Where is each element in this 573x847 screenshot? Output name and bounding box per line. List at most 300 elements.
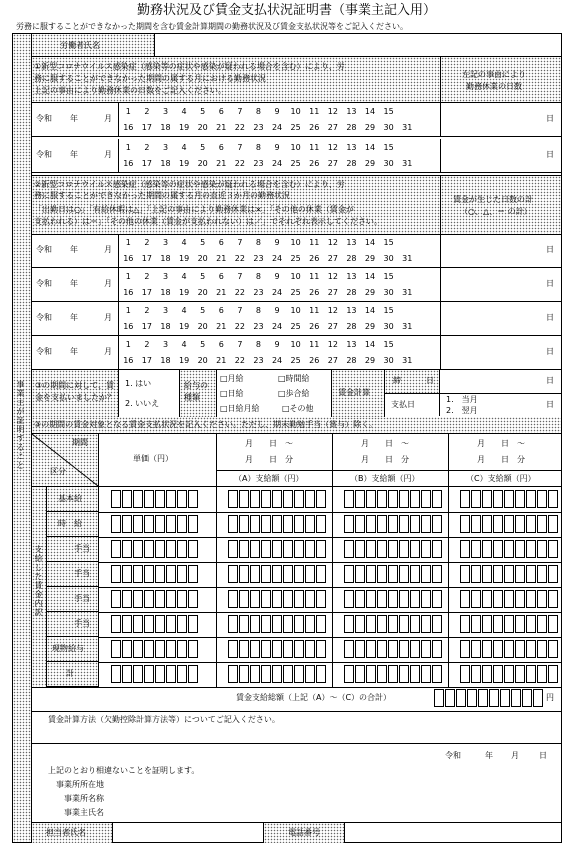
day-cell[interactable]: 28 — [346, 159, 357, 168]
day-cell[interactable]: 12 — [327, 238, 338, 247]
day-cell[interactable]: 14 — [364, 143, 376, 152]
amount-cells[interactable] — [228, 640, 327, 658]
amount-cells[interactable] — [228, 515, 327, 533]
day-cell[interactable]: 22 — [234, 254, 245, 263]
day-cell[interactable]: 11 — [309, 107, 320, 116]
day-cell[interactable]: 7 — [237, 272, 243, 281]
day-cell[interactable]: 1 — [125, 272, 131, 281]
day-cell[interactable]: 28 — [346, 123, 357, 132]
amount-cells[interactable] — [460, 540, 559, 558]
day-cell[interactable]: 1 — [125, 306, 131, 315]
sec1-row-0-days-row1[interactable] — [119, 107, 398, 116]
pay-day-current[interactable]: 1. 当月 — [446, 395, 478, 404]
day-cell[interactable]: 16 — [123, 254, 134, 263]
day-cell[interactable]: 11 — [309, 272, 320, 281]
day-cell[interactable]: 7 — [237, 107, 243, 116]
amount-cells[interactable] — [228, 565, 327, 583]
day-cell[interactable]: 6 — [218, 272, 224, 281]
amount-cells[interactable] — [111, 615, 199, 633]
day-cell[interactable]: 7 — [237, 143, 243, 152]
day-cell[interactable]: 6 — [218, 306, 224, 315]
day-cell[interactable]: 23 — [253, 356, 264, 365]
day-cell[interactable]: 16 — [123, 123, 134, 132]
amount-cells[interactable] — [344, 490, 443, 508]
day-cell[interactable]: 8 — [255, 306, 261, 315]
amount-cells[interactable] — [460, 565, 559, 583]
amount-cells[interactable] — [344, 565, 443, 583]
day-cell[interactable]: 14 — [364, 340, 376, 349]
day-cell[interactable]: 29 — [364, 322, 376, 331]
day-cell[interactable]: 8 — [255, 107, 261, 116]
day-cell[interactable]: 31 — [402, 123, 413, 132]
day-cell[interactable]: 22 — [234, 123, 245, 132]
day-cell[interactable]: 30 — [383, 356, 394, 365]
day-cell[interactable]: 31 — [402, 322, 413, 331]
sec1-row-0-days-unit: 日 — [546, 114, 554, 123]
sec2-row-0-era: 令和 — [36, 245, 52, 254]
amount-cells[interactable] — [344, 515, 443, 533]
day-cell[interactable]: 11 — [309, 340, 320, 349]
day-cell[interactable]: 12 — [327, 340, 338, 349]
page-title: 勤務状況及び賃金支払状況証明書（事業主記入用） — [136, 3, 436, 18]
total-unit: 円 — [546, 693, 554, 702]
day-cell[interactable]: 4 — [181, 306, 187, 315]
day-cell[interactable]: 25 — [290, 288, 301, 297]
day-cell[interactable]: 3 — [162, 340, 169, 349]
amount-cells[interactable] — [111, 665, 199, 683]
day-cell[interactable]: 10 — [290, 306, 301, 315]
day-cell[interactable]: 20 — [197, 288, 208, 297]
day-cell[interactable]: 22 — [234, 322, 245, 331]
amount-cells[interactable] — [344, 590, 443, 608]
amount-cells[interactable] — [111, 515, 199, 533]
section2-text-2: 務に服することができなかった期間の属する月の直近３か月の勤務状況 — [34, 191, 290, 200]
sec2-row-3-era: 令和 — [36, 347, 52, 356]
day-cell[interactable]: 24 — [271, 159, 283, 168]
sec2-row-0-days-field[interactable] — [440, 234, 562, 267]
day-cell[interactable]: 21 — [216, 254, 227, 263]
sec1-row-1-month: 月 — [104, 150, 112, 159]
day-cell[interactable]: 4 — [181, 143, 187, 152]
sec2-row-2-days-row2[interactable] — [119, 322, 417, 331]
day-cell[interactable]: 8 — [255, 340, 261, 349]
day-cell[interactable]: 15 — [383, 143, 394, 152]
pay-type-monthly[interactable]: □月給 — [220, 374, 244, 383]
worker-name-field[interactable] — [155, 34, 561, 57]
day-cell[interactable]: 17 — [141, 322, 152, 331]
day-cell[interactable]: 10 — [290, 272, 301, 281]
day-cell[interactable]: 2 — [144, 107, 150, 116]
day-cell[interactable]: 15 — [383, 306, 394, 315]
sec2-row-1-era: 令和 — [36, 279, 52, 288]
close-day-field[interactable] — [440, 369, 561, 394]
day-cell[interactable]: 15 — [383, 238, 394, 247]
day-cell[interactable]: 28 — [346, 288, 357, 297]
sec1-row-0-days-row2[interactable] — [119, 123, 417, 132]
day-cell[interactable]: 24 — [271, 288, 283, 297]
pay-type-label: 給与の種類 — [184, 381, 208, 402]
day-cell[interactable]: 4 — [181, 340, 187, 349]
day-cell[interactable]: 27 — [327, 254, 338, 263]
sec2-row-1-days-row2[interactable] — [119, 288, 417, 297]
day-cell[interactable]: 26 — [309, 159, 320, 168]
day-cell[interactable]: 9 — [274, 306, 280, 315]
pay-type-hourly[interactable]: □時間給 — [278, 374, 310, 383]
day-cell[interactable]: 25 — [290, 254, 301, 263]
day-cell[interactable]: 3 — [162, 238, 169, 247]
day-cell[interactable]: 7 — [237, 306, 243, 315]
day-cell[interactable]: 5 — [200, 107, 206, 116]
day-cell[interactable]: 4 — [181, 107, 187, 116]
sec2-row-1-days-unit: 日 — [546, 279, 554, 288]
pay-type-daily-monthly[interactable]: □日給月給 — [220, 404, 260, 413]
q-paid-yes[interactable]: 1. はい — [125, 379, 152, 388]
day-cell[interactable]: 5 — [200, 238, 206, 247]
amount-cells[interactable] — [111, 640, 199, 658]
day-cell[interactable]: 13 — [346, 143, 357, 152]
day-cell[interactable]: 19 — [178, 254, 190, 263]
q-paid-no[interactable]: 2. いいえ — [125, 399, 160, 408]
day-cell[interactable]: 31 — [402, 356, 413, 365]
day-cell[interactable]: 3 — [162, 306, 169, 315]
day-cell[interactable]: 16 — [123, 356, 134, 365]
sec2-row-1-month: 月 — [104, 279, 112, 288]
day-cell[interactable]: 25 — [290, 123, 301, 132]
day-cell[interactable]: 17 — [141, 288, 152, 297]
amount-cells[interactable] — [460, 590, 559, 608]
cert-statement: 上記のとおり相違ないことを証明します。 — [48, 766, 200, 775]
day-cell[interactable]: 9 — [274, 143, 280, 152]
wage-item-cell — [46, 587, 98, 612]
close-day-unit-2: 日 — [546, 376, 554, 385]
day-cell[interactable]: 26 — [309, 322, 320, 331]
q-paid-label: ③の期間に対して、賃金を支払いましたか？ — [35, 381, 115, 402]
day-cell[interactable]: 2 — [144, 238, 150, 247]
day-cell[interactable]: 13 — [346, 107, 357, 116]
day-cell[interactable]: 14 — [364, 306, 376, 315]
day-cell[interactable]: 30 — [383, 288, 394, 297]
amount-cells[interactable] — [460, 615, 559, 633]
sec2-row-1-year: 年 — [70, 279, 78, 288]
day-cell[interactable]: 15 — [383, 107, 394, 116]
day-cell[interactable]: 11 — [309, 143, 320, 152]
day-cell[interactable]: 1 — [125, 143, 131, 152]
sec1-row-1-days-row1[interactable] — [119, 143, 398, 152]
day-cell[interactable]: 21 — [216, 123, 227, 132]
col-c-date-end: 月 日 分 — [477, 455, 525, 464]
amount-cells[interactable] — [460, 515, 559, 533]
day-cell[interactable]: 6 — [218, 107, 224, 116]
day-cell[interactable]: 25 — [290, 356, 301, 365]
section2-text-1: ②新型コロナウイルス感染症（感染等の症状や感染が疑われる場合を含む）により、労 — [34, 180, 345, 189]
day-cell[interactable]: 7 — [237, 340, 243, 349]
day-cell[interactable]: 30 — [383, 159, 394, 168]
day-cell[interactable]: 9 — [274, 340, 280, 349]
day-cell[interactable]: 25 — [290, 159, 301, 168]
section1-side-label-2: 勤務休業の日数 — [466, 82, 522, 91]
day-cell[interactable]: 7 — [237, 238, 243, 247]
day-cell[interactable]: 13 — [346, 340, 357, 349]
day-cell[interactable]: 9 — [274, 238, 280, 247]
day-cell[interactable]: 8 — [255, 272, 261, 281]
day-cell[interactable]: 5 — [200, 272, 206, 281]
pay-day-next[interactable]: 2. 翌月 — [446, 406, 478, 415]
day-cell[interactable]: 23 — [253, 322, 264, 331]
day-cell[interactable]: 30 — [383, 322, 394, 331]
day-cell[interactable]: 21 — [216, 288, 227, 297]
day-cell[interactable]: 14 — [364, 238, 376, 247]
day-cell[interactable]: 28 — [346, 254, 357, 263]
day-cell[interactable]: 26 — [309, 123, 320, 132]
day-cell[interactable]: 9 — [274, 107, 280, 116]
day-cell[interactable]: 23 — [253, 123, 264, 132]
day-cell[interactable]: 19 — [178, 123, 190, 132]
pay-day-label: 支払日 — [391, 400, 415, 409]
wage-item-cell — [46, 562, 98, 587]
amount-cells[interactable] — [228, 665, 327, 683]
section2-side-label-2: （○、△、＝ の計） — [460, 207, 532, 216]
sec1-row-1-days-field[interactable] — [440, 139, 562, 172]
sec2-row-0-days-row1[interactable] — [119, 238, 398, 247]
day-cell[interactable]: 6 — [218, 340, 224, 349]
day-cell[interactable]: 25 — [290, 322, 301, 331]
sec2-row-2-days-field[interactable] — [440, 302, 562, 335]
day-cell[interactable]: 20 — [197, 356, 208, 365]
wage-item-label: 手当 — [74, 544, 90, 553]
day-cell[interactable]: 15 — [383, 340, 394, 349]
day-cell[interactable]: 12 — [327, 306, 338, 315]
day-cell[interactable]: 6 — [218, 143, 224, 152]
contact-field[interactable] — [113, 822, 263, 843]
pay-type-commission[interactable]: □歩合給 — [278, 389, 310, 398]
day-cell[interactable]: 17 — [141, 123, 152, 132]
day-cell[interactable]: 29 — [364, 288, 376, 297]
day-cell[interactable]: 19 — [178, 159, 190, 168]
day-cell[interactable]: 19 — [178, 322, 190, 331]
phone-label: 電話番号 — [288, 828, 320, 837]
sec2-row-3-days-row2[interactable] — [119, 356, 417, 365]
q-paid-options[interactable] — [119, 369, 180, 418]
day-cell[interactable]: 5 — [200, 143, 206, 152]
day-cell[interactable]: 18 — [160, 159, 171, 168]
day-cell[interactable]: 5 — [200, 340, 206, 349]
day-cell[interactable]: 18 — [160, 356, 171, 365]
total-label: 賃金支給総額（上記（A）～（C）の合計） — [236, 693, 392, 702]
header-diagonal — [32, 434, 99, 487]
sec2-row-3-days-field[interactable] — [440, 336, 562, 369]
worker-name-label: 労働者氏名 — [60, 41, 100, 50]
day-cell[interactable]: 26 — [309, 356, 320, 365]
day-cell[interactable]: 4 — [181, 272, 187, 281]
col-b-date-end: 月 日 分 — [361, 455, 409, 464]
instruction-text: 労務に服することができなかった期間を含む賃金計算期間の勤務状況及び賃金支払状況等をご記入ください。 — [16, 22, 408, 31]
day-cell[interactable]: 19 — [178, 356, 190, 365]
day-cell[interactable]: 21 — [216, 159, 227, 168]
day-cell[interactable]: 12 — [327, 272, 338, 281]
employer-side-label: 事業主が証明すること — [16, 380, 25, 470]
day-cell[interactable]: 6 — [218, 238, 224, 247]
total-amount-cells[interactable] — [434, 689, 544, 707]
day-cell[interactable]: 31 — [402, 288, 413, 297]
day-cell[interactable]: 29 — [364, 123, 376, 132]
day-cell[interactable]: 14 — [364, 272, 376, 281]
col-b-label: （B）支給額（円） — [350, 474, 420, 483]
sec1-row-1-days-unit: 日 — [546, 150, 554, 159]
day-cell[interactable]: 22 — [234, 159, 245, 168]
day-cell[interactable]: 18 — [160, 322, 171, 331]
pay-day-unit: 日 — [546, 400, 554, 409]
day-cell[interactable]: 29 — [364, 254, 376, 263]
amount-cells[interactable] — [228, 615, 327, 633]
sec2-row-1-days-field[interactable] — [440, 268, 562, 301]
amount-cells[interactable] — [228, 540, 327, 558]
amount-cells[interactable] — [111, 565, 199, 583]
amount-cells[interactable] — [111, 490, 199, 508]
day-cell[interactable]: 20 — [197, 322, 208, 331]
day-cell[interactable]: 30 — [383, 254, 394, 263]
day-cell[interactable]: 11 — [309, 238, 320, 247]
amount-cells[interactable] — [228, 590, 327, 608]
sec2-row-1-days-row1[interactable] — [119, 272, 398, 281]
phone-field[interactable] — [344, 822, 561, 843]
day-cell[interactable]: 27 — [327, 356, 338, 365]
pay-period-label: 賃金計算 — [338, 388, 370, 397]
amount-cells[interactable] — [228, 490, 327, 508]
day-cell[interactable]: 23 — [253, 159, 264, 168]
day-cell[interactable]: 30 — [383, 123, 394, 132]
day-cell[interactable]: 27 — [327, 159, 338, 168]
day-cell[interactable]: 11 — [309, 306, 320, 315]
sec2-row-2-days-row1[interactable] — [119, 306, 398, 315]
sec1-row-0-month: 月 — [104, 114, 112, 123]
wage-item-cell — [46, 612, 98, 637]
sec2-row-0-month: 月 — [104, 245, 112, 254]
day-cell[interactable]: 27 — [327, 123, 338, 132]
amount-cells[interactable] — [460, 665, 559, 683]
close-day-unit: 日 — [426, 376, 434, 385]
day-cell[interactable]: 28 — [346, 356, 357, 365]
wage-item-label: 基本給 — [58, 494, 82, 503]
pay-type-other[interactable]: □その他 — [282, 404, 314, 413]
amount-cells[interactable] — [111, 590, 199, 608]
day-cell[interactable]: 24 — [271, 123, 283, 132]
day-cell[interactable]: 20 — [197, 254, 208, 263]
day-cell[interactable]: 2 — [144, 272, 150, 281]
day-cell[interactable]: 24 — [271, 322, 283, 331]
day-cell[interactable]: 9 — [274, 272, 280, 281]
day-cell[interactable]: 10 — [290, 107, 301, 116]
section2-text-3: 「出勤日は○」「有給休暇は△」「上記の事由により勤務休業は×」「その他の休業（賃金が — [34, 205, 354, 214]
amount-cells[interactable] — [460, 640, 559, 658]
amount-cells[interactable] — [460, 490, 559, 508]
sec2-row-3-year: 年 — [70, 347, 78, 356]
day-cell[interactable]: 22 — [234, 288, 245, 297]
day-cell[interactable]: 3 — [162, 272, 169, 281]
wage-item-label: 手当 — [74, 619, 90, 628]
day-cell[interactable]: 4 — [181, 238, 187, 247]
day-cell[interactable]: 29 — [364, 159, 376, 168]
day-cell[interactable]: 23 — [253, 288, 264, 297]
day-cell[interactable]: 10 — [290, 143, 301, 152]
day-cell[interactable]: 17 — [141, 159, 152, 168]
day-cell[interactable]: 13 — [346, 238, 357, 247]
day-cell[interactable]: 10 — [290, 238, 301, 247]
sec2-row-3-days-row1[interactable] — [119, 340, 398, 349]
day-cell[interactable]: 20 — [197, 159, 208, 168]
day-cell[interactable]: 26 — [309, 254, 320, 263]
day-cell[interactable]: 18 — [160, 123, 171, 132]
unit-price-label: 単価（円） — [133, 454, 173, 463]
day-cell[interactable]: 16 — [123, 159, 134, 168]
day-cell[interactable]: 12 — [327, 143, 338, 152]
day-cell[interactable]: 12 — [327, 107, 338, 116]
day-cell[interactable]: 29 — [364, 356, 376, 365]
day-cell[interactable]: 13 — [346, 306, 357, 315]
amount-cells[interactable] — [344, 540, 443, 558]
day-cell[interactable]: 22 — [234, 356, 245, 365]
day-cell[interactable]: 24 — [271, 356, 283, 365]
day-cell[interactable]: 2 — [144, 306, 150, 315]
sec2-row-3-days-unit: 日 — [546, 347, 554, 356]
day-cell[interactable]: 26 — [309, 288, 320, 297]
day-cell[interactable]: 16 — [123, 288, 134, 297]
day-cell[interactable]: 8 — [255, 143, 261, 152]
day-cell[interactable]: 3 — [162, 107, 169, 116]
day-cell[interactable]: 31 — [402, 159, 413, 168]
day-cell[interactable]: 2 — [144, 340, 150, 349]
sec1-row-1-days-row2[interactable] — [119, 159, 417, 168]
day-cell[interactable]: 13 — [346, 272, 357, 281]
day-cell[interactable]: 18 — [160, 288, 171, 297]
day-cell[interactable]: 8 — [255, 238, 261, 247]
day-cell[interactable]: 20 — [197, 123, 208, 132]
day-cell[interactable]: 21 — [216, 356, 227, 365]
day-cell[interactable]: 31 — [402, 254, 413, 263]
day-cell[interactable]: 10 — [290, 340, 301, 349]
day-cell[interactable]: 24 — [271, 254, 283, 263]
wage-item-label: 手当 — [74, 569, 90, 578]
day-cell[interactable]: 15 — [383, 272, 394, 281]
day-cell[interactable]: 17 — [141, 254, 152, 263]
day-cell[interactable]: 18 — [160, 254, 171, 263]
day-cell[interactable]: 1 — [125, 340, 131, 349]
day-cell[interactable]: 19 — [178, 288, 190, 297]
sec2-row-0-days-row2[interactable] — [119, 254, 417, 263]
day-cell[interactable]: 27 — [327, 322, 338, 331]
amount-cells[interactable] — [111, 540, 199, 558]
day-cell[interactable]: 1 — [125, 238, 131, 247]
day-cell[interactable]: 21 — [216, 322, 227, 331]
amount-cells[interactable] — [344, 615, 443, 633]
day-cell[interactable]: 3 — [162, 143, 169, 152]
sec1-row-0-days-field[interactable] — [440, 103, 562, 136]
wage-item-label: 手当 — [74, 594, 90, 603]
day-cell[interactable]: 27 — [327, 288, 338, 297]
day-cell[interactable]: 1 — [125, 107, 131, 116]
pay-type-daily[interactable]: □日給 — [220, 389, 244, 398]
sec2-row-2-month: 月 — [104, 313, 112, 322]
day-cell[interactable]: 28 — [346, 322, 357, 331]
amount-cells[interactable] — [344, 665, 443, 683]
cert-office-label: 事業所名称 — [64, 794, 104, 803]
day-cell[interactable]: 5 — [200, 306, 206, 315]
day-cell[interactable]: 16 — [123, 322, 134, 331]
day-cell[interactable]: 14 — [364, 107, 376, 116]
day-cell[interactable]: 2 — [144, 143, 150, 152]
day-cell[interactable]: 23 — [253, 254, 264, 263]
day-cell[interactable]: 17 — [141, 356, 152, 365]
amount-cells[interactable] — [344, 640, 443, 658]
